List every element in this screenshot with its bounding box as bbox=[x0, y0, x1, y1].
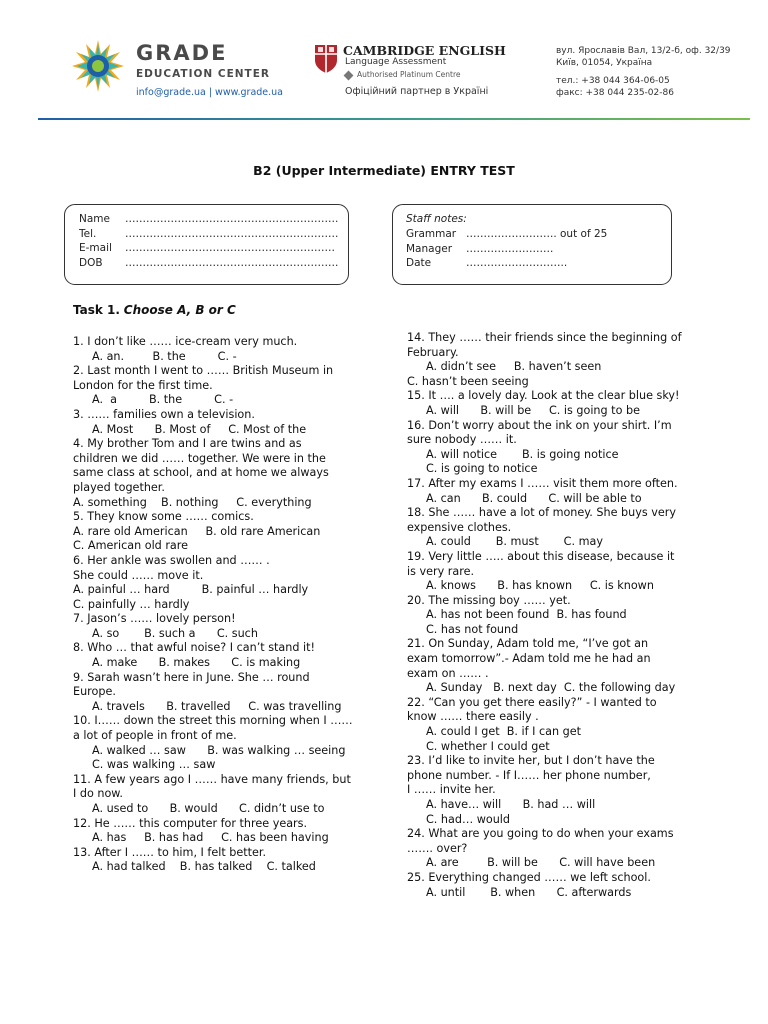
question-line: 20. The missing boy …… yet. bbox=[407, 593, 571, 607]
question-line: C. painfully … hardly bbox=[73, 597, 190, 611]
answer-options[interactable]: A. make B. makes C. is making bbox=[92, 656, 301, 670]
question-line: played together. bbox=[73, 480, 165, 494]
diamond-icon bbox=[344, 70, 354, 80]
question-line: 25. Everything changed …… we left school. bbox=[407, 870, 651, 884]
question-line: 5. They know some …… comics. bbox=[73, 510, 254, 524]
question-line: exam tomorrow”.- Adam told me he had an bbox=[407, 652, 651, 666]
question-line: C. was walking … saw bbox=[92, 758, 216, 772]
question-line: London for the first time. bbox=[73, 378, 213, 392]
questions-left-column bbox=[73, 335, 373, 875]
answer-options[interactable]: A. painful … hard B. painful … hardly bbox=[73, 583, 309, 597]
task-instruction: Choose A, B or C bbox=[123, 303, 236, 317]
page-title: B2 (Upper Intermediate) ENTRY TEST bbox=[253, 163, 515, 178]
answer-options[interactable]: A. walked … saw B. was walking … seeing bbox=[92, 743, 346, 757]
header-divider bbox=[38, 118, 750, 120]
answer-options[interactable]: A. so B. such a C. such bbox=[92, 626, 258, 640]
grade-title: GRADE bbox=[136, 41, 228, 65]
answer-options[interactable]: A. will notice B. is going notice bbox=[426, 447, 619, 461]
question-line: 24. What are you going to do when your exams bbox=[407, 827, 674, 841]
question-line: 4. My brother Tom and I are twins and as bbox=[73, 437, 302, 451]
cambridge-title: CAMBRIDGE ENGLISH bbox=[343, 43, 506, 58]
question-line: C. had… would bbox=[426, 812, 511, 826]
address-line: вул. Ярославів Вал, 13/2-б, оф. 32/39 bbox=[556, 46, 731, 56]
question-line: 7. Jason’s …… lovely person! bbox=[73, 612, 236, 626]
question-line: phone number. - If I…… her phone number, bbox=[407, 768, 651, 782]
answer-options[interactable]: A. didn’t see B. haven’t seen bbox=[426, 360, 602, 374]
question-line: C. has not found bbox=[426, 622, 519, 636]
question-line: sure nobody …… it. bbox=[407, 433, 517, 447]
question-line: same class at school, and at home we always bbox=[73, 466, 329, 480]
answer-options[interactable]: A. knows B. has known C. is known bbox=[426, 579, 654, 593]
question-line: 9. Sarah wasn’t here in June. She … round bbox=[73, 670, 310, 684]
question-line: 15. It …. a lovely day. Look at the clear blue sky! bbox=[407, 389, 680, 403]
answer-options[interactable]: A. until B. when C. afterwards bbox=[426, 885, 632, 899]
answer-options[interactable]: A. a B. the C. - bbox=[92, 393, 234, 407]
question-line: 8. Who … that awful noise? I can’t stand it! bbox=[73, 641, 316, 655]
question-line: February. bbox=[407, 345, 459, 359]
question-line: ……. over? bbox=[407, 841, 468, 855]
grade-sun-logo-icon bbox=[72, 40, 124, 92]
grade-subtitle: EDUCATION CENTER bbox=[136, 68, 270, 80]
question-line: Europe. bbox=[73, 685, 116, 699]
cambridge-subtitle: Language Assessment bbox=[345, 57, 447, 67]
staff-notes-box bbox=[392, 204, 672, 285]
question-line: 11. A few years ago I …… have many friends, but bbox=[73, 772, 351, 786]
student-info-box bbox=[64, 204, 349, 285]
question-line: 19. Very little ….. about this disease, because it bbox=[407, 549, 675, 563]
question-line: 16. Don’t worry about the ink on your shirt. I’m bbox=[407, 418, 672, 432]
question-line: 10. I…… down the street this morning when I …… bbox=[73, 714, 353, 728]
field-name[interactable]: Name ……………………………………………………. bbox=[79, 213, 339, 225]
question-line: children we did …… together. We were in the bbox=[73, 451, 326, 465]
question-line: She could …… move it. bbox=[73, 568, 204, 582]
question-line: 2. Last month I went to …… British Museum in bbox=[73, 364, 334, 378]
question-line: expensive clothes. bbox=[407, 520, 512, 534]
question-line: 6. Her ankle was swollen and …… . bbox=[73, 553, 270, 567]
address-line: Київ, 01054, Україна bbox=[556, 58, 653, 68]
question-line: 23. I’d like to invite her, but I don’t have the bbox=[407, 754, 655, 768]
field-grammar[interactable]: Grammar …………………….. out of 25 bbox=[406, 228, 608, 240]
question-line: exam on …… . bbox=[407, 666, 489, 680]
question-line: C. hasn’t been seeing bbox=[407, 374, 529, 388]
field-manager[interactable]: Manager ……………………. bbox=[406, 242, 554, 255]
grade-contacts[interactable]: info@grade.ua | www.grade.ua bbox=[136, 87, 284, 98]
phone: тел.: +38 044 364-06-05 bbox=[556, 76, 670, 86]
field-email[interactable]: E-mail …………………………………………………… bbox=[79, 242, 335, 254]
question-line: 17. After my exams I …… visit them more often. bbox=[407, 476, 678, 490]
staff-notes-title: Staff notes: bbox=[406, 213, 467, 225]
task-heading bbox=[73, 303, 236, 317]
address-block bbox=[556, 45, 756, 99]
answer-options[interactable]: A. an. B. the C. - bbox=[92, 349, 237, 363]
question-line: a lot of people in front of me. bbox=[73, 729, 237, 743]
questions-right-column bbox=[407, 331, 707, 900]
answer-options[interactable]: A. used to B. would C. didn’t use to bbox=[92, 802, 325, 815]
question-line: I …… invite her. bbox=[407, 783, 496, 797]
answer-options[interactable]: A. has B. has had C. has been having bbox=[92, 831, 329, 845]
cambridge-authorised bbox=[345, 70, 461, 79]
question-line: 22. “Can you get there easily?” - I wanted to bbox=[407, 695, 657, 709]
answer-options[interactable]: A. has not been found B. has found bbox=[426, 608, 627, 622]
answer-options[interactable]: A. travels B. travelled C. was travelling bbox=[92, 699, 342, 713]
answer-options[interactable]: A. something B. nothing C. everything bbox=[73, 495, 312, 509]
question-line: 13. After I …… to him, I felt better. bbox=[73, 845, 267, 859]
answer-options[interactable]: A. could I get B. if I can get bbox=[426, 725, 582, 739]
answer-options[interactable]: A. can B. could C. will be able to bbox=[426, 491, 642, 505]
task-label: Task 1. bbox=[73, 303, 120, 317]
fax: факс: +38 044 235-02-86 bbox=[556, 88, 674, 98]
answer-options[interactable]: A. Most B. Most of C. Most of the bbox=[92, 422, 307, 436]
question-line: 1. I don’t like …… ice-cream very much. bbox=[73, 335, 298, 348]
question-line: C. American old rare bbox=[73, 539, 189, 553]
cambridge-authorised-text: Authorised Platinum Centre bbox=[357, 70, 461, 79]
field-dob[interactable]: DOB ……………………………………………………. bbox=[79, 256, 339, 269]
question-line: is very rare. bbox=[407, 564, 475, 578]
cambridge-shield-icon bbox=[314, 44, 338, 74]
answer-options[interactable]: A. could B. must C. may bbox=[426, 535, 603, 549]
question-line: I do now. bbox=[73, 787, 123, 801]
question-line: know …… there easily . bbox=[407, 710, 539, 724]
field-date[interactable]: Date ……………………….. bbox=[406, 257, 568, 269]
cambridge-partner: Офіційний партнер в Україні bbox=[345, 86, 489, 97]
question-line: 18. She …… have a lot of money. She buys very bbox=[407, 506, 676, 520]
question-line: 21. On Sunday, Adam told me, “I’ve got an bbox=[407, 637, 649, 651]
answer-options[interactable]: A. rare old American B. old rare American bbox=[73, 524, 321, 538]
answer-options[interactable]: A. Sunday B. next day C. the following day bbox=[426, 681, 676, 695]
answer-options[interactable]: A. had talked B. has talked C. talked bbox=[92, 860, 316, 874]
field-tel[interactable]: Tel. ……………………………………………………. bbox=[79, 227, 339, 240]
question-line: C. whether I could get bbox=[426, 739, 550, 753]
page-header bbox=[0, 0, 768, 120]
answer-options[interactable]: A. will B. will be C. is going to be bbox=[426, 403, 640, 417]
question-line: 14. They …… their friends since the beginning of bbox=[407, 331, 682, 344]
answer-options[interactable]: A. are B. will be C. will have been bbox=[426, 856, 656, 870]
question-line: C. is going to notice bbox=[426, 462, 538, 476]
question-line: 3. …… families own a television. bbox=[73, 407, 255, 421]
answer-options[interactable]: A. have… will B. had … will bbox=[426, 798, 596, 811]
question-line: 12. He …… this computer for three years. bbox=[73, 816, 308, 830]
